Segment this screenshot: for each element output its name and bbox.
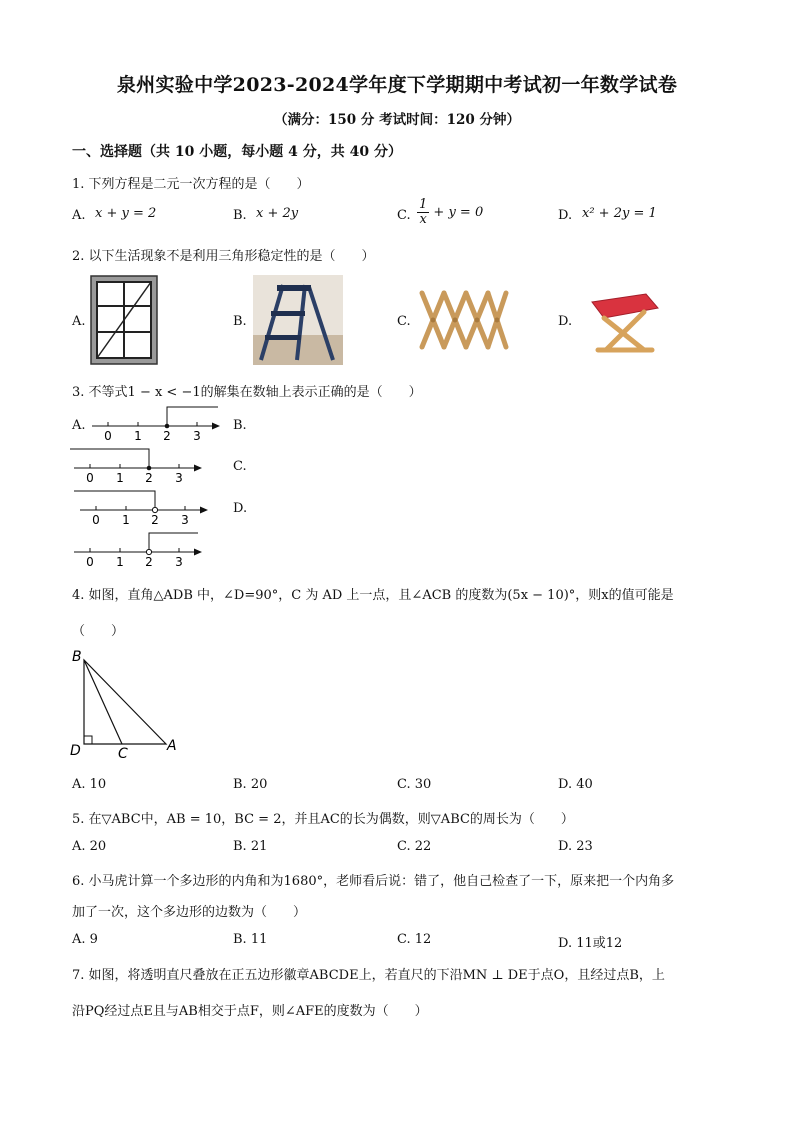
point-label-d: D [70, 743, 81, 759]
question-7-stem-cont: 沿PQ经过点E且与AB相交于点F，则∠AFE的度数为（ ） [72, 1004, 428, 1019]
q5-option-d: D. 23 [558, 839, 593, 854]
q1-option-d: x² + 2y = 1 [582, 206, 657, 221]
q1-option-d-label: D. [558, 208, 573, 223]
question-5-stem: 5. 在▽ABC中，AB = 10，BC = 2，并且AC的长为偶数，则▽ABC的周长为（ ） [72, 812, 574, 827]
q3-option-b-number-line [68, 444, 208, 486]
section-heading: 一、选择题（共 10 小题，每小题 4 分，共 40 分） [72, 144, 402, 160]
q3-option-c-label: C. [233, 459, 247, 474]
q1-c-rest: + y = 0 [433, 205, 484, 220]
q6-option-c: C. 12 [397, 932, 432, 947]
right-triangle-figure [66, 646, 186, 762]
q3-option-c-number-line [74, 486, 214, 528]
q3-option-a-number-line [86, 402, 226, 444]
q1-c-denominator: x [419, 212, 427, 227]
q2-option-a-label: A. [72, 314, 86, 329]
q2-option-d-label: D. [558, 314, 573, 329]
tick-label: 0 [86, 471, 94, 485]
q5-option-b: B. 21 [233, 839, 268, 854]
q5-option-a: A. 20 [72, 839, 107, 854]
point-label-b: B [72, 649, 82, 665]
q6-option-d: D. 11或12 [558, 936, 623, 951]
tick-label: 1 [116, 471, 124, 485]
q3-option-d-label: D. [233, 501, 248, 516]
window-frame-icon [90, 275, 158, 365]
q5-option-c: C. 22 [397, 839, 432, 854]
q1-option-c-label: C. [397, 208, 411, 223]
q1-option-b: x + 2y [256, 206, 299, 221]
q2-option-c-label: C. [397, 314, 411, 329]
question-6-stem-cont: 加了一次，这个多边形的边数为（ ） [72, 905, 307, 920]
point-label-a: A [167, 738, 177, 754]
question-3-stem: 3. 不等式1 − x < −1的解集在数轴上表示正确的是（ ） [72, 385, 422, 400]
q6-option-a: A. 9 [72, 932, 98, 947]
tick-label: 2 [163, 429, 171, 443]
expandable-rack-icon [418, 285, 510, 355]
tick-label: 3 [181, 513, 189, 527]
question-4-stem-cont: （ ） [72, 624, 125, 639]
q4-option-d: D. 40 [558, 777, 593, 792]
q1-option-c [417, 198, 483, 227]
tick-label: 0 [104, 429, 112, 443]
tick-label: 1 [134, 429, 142, 443]
q1-c-numerator: 1 [419, 197, 428, 212]
tick-label: 3 [193, 429, 201, 443]
tick-label: 2 [145, 471, 153, 485]
q1-option-a: x + y = 2 [95, 206, 157, 221]
tick-label: 0 [86, 555, 94, 569]
q1-option-a-label: A. [72, 208, 86, 223]
folding-stool-icon [586, 288, 662, 356]
question-4-stem: 4. 如图，直角△ADB 中，∠D=90°，C 为 AD 上一点，且∠ACB 的度数为(5x − 10)°，则x的值可能是 [72, 588, 674, 603]
tick-label: 3 [175, 555, 183, 569]
step-ladder-icon [253, 275, 343, 365]
tick-label: 1 [116, 555, 124, 569]
q6-option-b: B. 11 [233, 932, 268, 947]
q4-option-b: B. 20 [233, 777, 268, 792]
question-2-stem: 2. 以下生活现象不是利用三角形稳定性的是（ ） [72, 249, 375, 264]
tick-label: 3 [175, 471, 183, 485]
q3-option-b-label: B. [233, 418, 247, 433]
q3-option-d-number-line [68, 528, 208, 570]
exam-info: （满分：150 分 考试时间：120 分钟） [274, 112, 520, 128]
tick-label: 0 [92, 513, 100, 527]
q3-option-a-label: A. [72, 418, 86, 433]
tick-label: 2 [151, 513, 159, 527]
q2-option-b-label: B. [233, 314, 247, 329]
tick-label: 1 [122, 513, 130, 527]
question-1-stem: 1. 下列方程是二元一次方程的是（ ） [72, 177, 310, 192]
point-label-c: C [118, 746, 128, 762]
q4-option-c: C. 30 [397, 777, 432, 792]
tick-label: 2 [145, 555, 153, 569]
q4-option-a: A. 10 [72, 777, 107, 792]
page-title: 泉州实验中学2023-2024学年度下学期期中考试初一年数学试卷 [116, 74, 678, 96]
q1-option-b-label: B. [233, 208, 247, 223]
question-7-stem: 7. 如图，将透明直尺叠放在正五边形徽章ABCDE上，若直尺的下沿MN ⊥ DE于点O，且经过点B，上 [72, 968, 665, 983]
question-6-stem: 6. 小马虎计算一个多边形的内角和为1680°，老师看后说：错了，他自己检查了一下，原来把一个内角多 [72, 874, 675, 889]
